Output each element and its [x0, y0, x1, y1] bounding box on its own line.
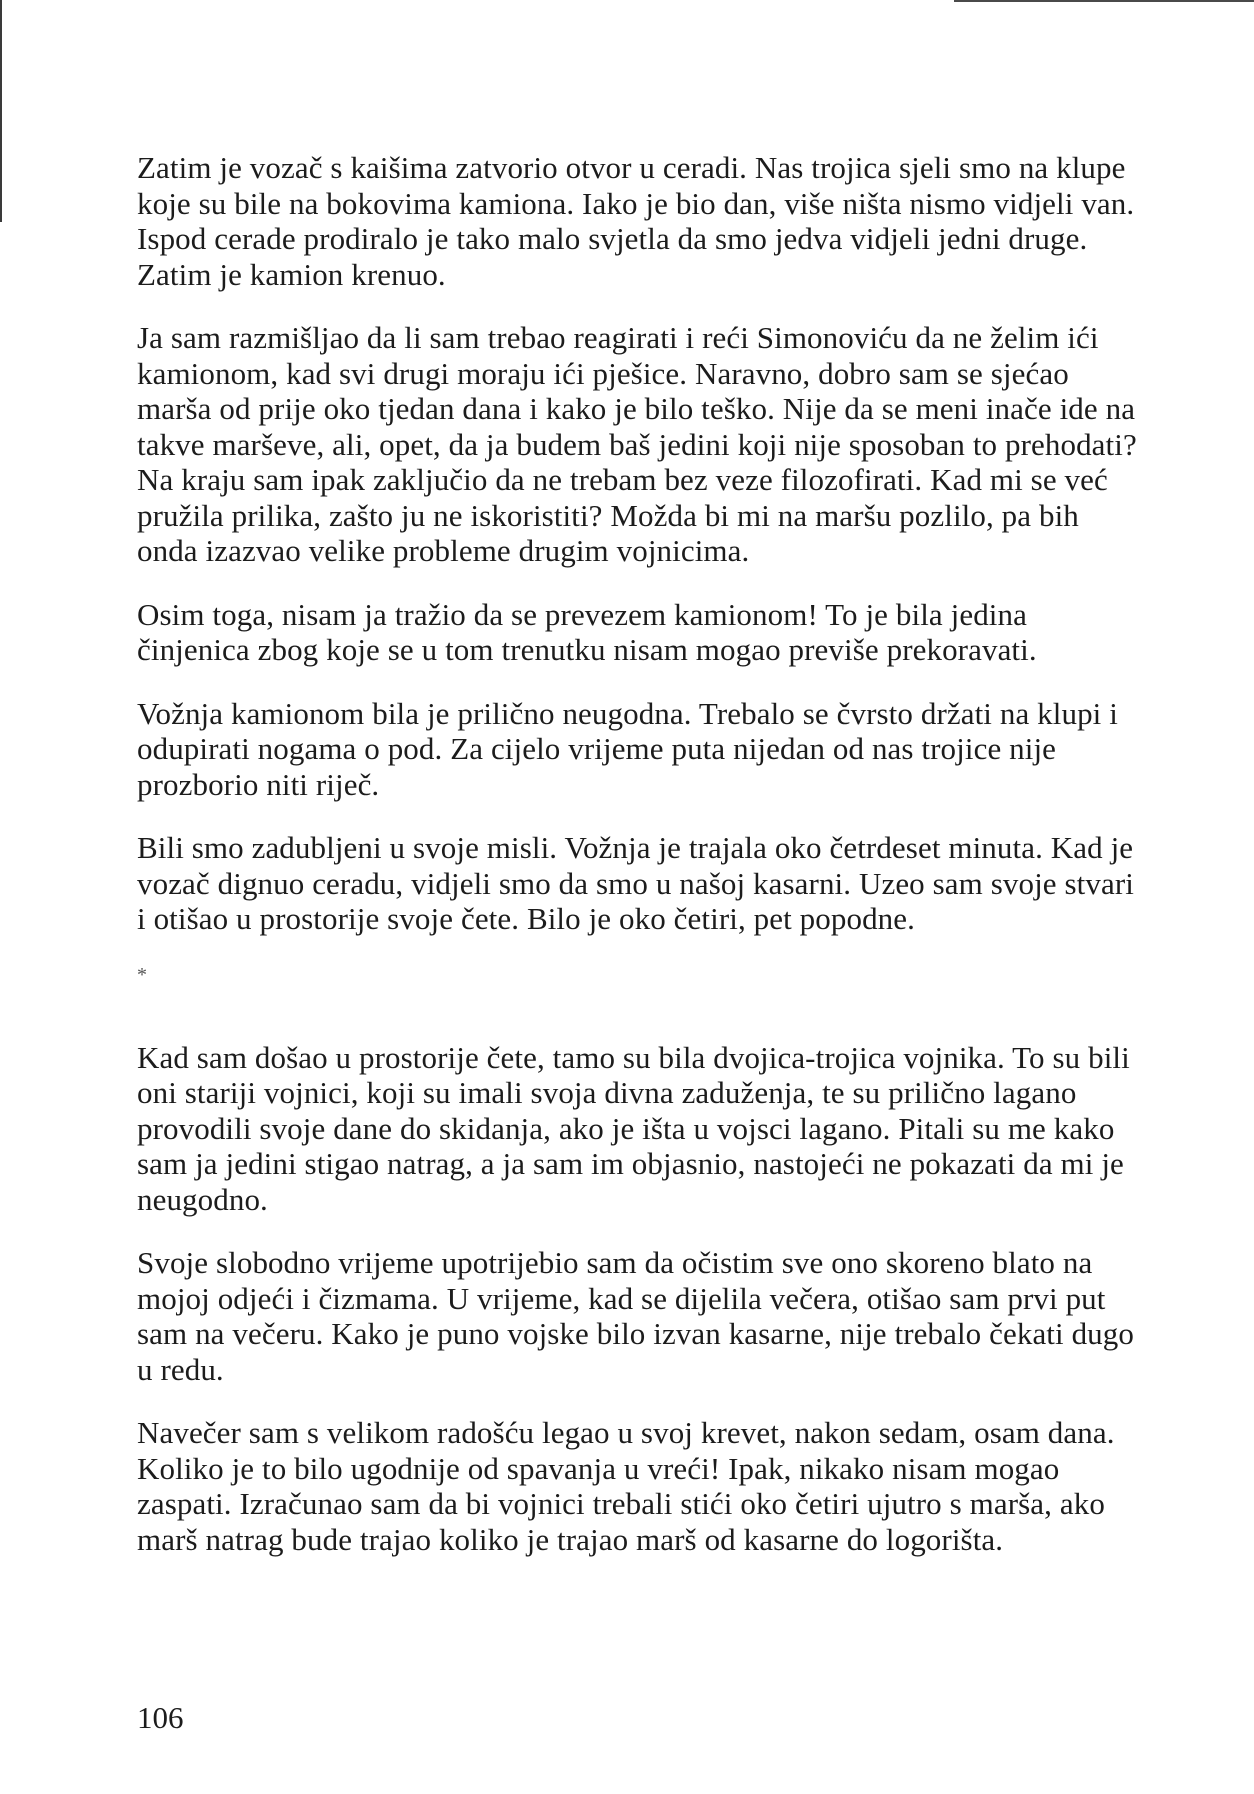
paragraph: Osim toga, nisam ja tražio da se prevezem kamionom! To je bila jedina činjenica zbog koje se u tom trenutku nisam mogao previše prekoravati. — [137, 596, 1037, 667]
paragraph: Vožnja kamionom bila je prilično neugodna. Trebalo se čvrsto držati na klupi i odupirati nogama o pod. Za cijelo vrijeme puta nijedan od nas trojice nije prozborio niti riječ. — [137, 695, 1118, 802]
paragraph: Ja sam razmišljao da li sam trebao reagirati i reći Simonoviću da ne želim ići kamionom, kad svi drugi moraju ići pješice. Naravno, dobro sam se sjećao marša od prije oko tjedan dana i kako je bilo teško. Nije da se meni inače ide na takve marševe, ali, opet, da ja budem baš jedini koji nije sposoban to prehodati? Na kraju sam ipak zaključio da ne trebam bez veze filozofirati. Kad mi se već pružila prilika, zašto ju ne iskoristiti? Možda bi mi na maršu pozlilo, pa bih onda izazvao velike probleme drugim vojnicima. — [137, 320, 1137, 568]
paragraph: Svoje slobodno vrijeme upotrijebio sam da očistim sve ono skoreno blato na mojoj odjeći i čizmama. U vrijeme, kad se dijelila večera, otišao sam prvi put sam na večeru. Kako je puno vojske bilo izvan kasarne, nije trebalo čekati dugo u redu. — [137, 1245, 1134, 1387]
scan-edge-top — [954, 0, 1254, 2]
page-body — [137, 150, 1137, 1585]
paragraph: Kad sam došao u prostorije čete, tamo su bila dvojica-trojica vojnika. To su bili oni stariji vojnici, koji su imali svoja divna zaduženja, te su prilično lagano provodili svoje dane do skidanja, ako je išta u vojsci lagano. Pitali su me kako sam ja jedini stigao natrag, a ja sam im objasnio, nastojeći ne pokazati da mi je neugodno. — [137, 1039, 1130, 1217]
section-separator: * — [137, 963, 147, 986]
paragraph: Bili smo zadubljeni u svoje misli. Vožnja je trajala oko četrdeset minuta. Kad je vozač dignuo ceradu, vidjeli smo da smo u našoj kasarni. Uzeo sam svoje stvari i otišao u prostorije svoje čete. Bilo je oko četiri, pet popodne. — [137, 830, 1134, 936]
paragraph: Navečer sam s velikom radošću legao u svoj krevet, nakon sedam, osam dana. Koliko je to bilo ugodnije od spavanja u vreći! Ipak, nikako nisam mogao zaspati. Izračunao sam da bi vojnici trebali stići oko četiri ujutro s marša, ako marš natrag bude trajao koliko je trajao marš od kasarne do logorišta. — [137, 1415, 1115, 1557]
page-number: 106 — [137, 1700, 184, 1735]
paragraph: Zatim je vozač s kaišima zatvorio otvor u ceradi. Nas trojica sjeli smo na klupe koje su bile na bokovima kamiona. Iako je bio dan, više ništa nismo vidjeli van. Ispod cerade prodiralo je tako malo svjetla da smo jedva vidjeli jedni druge. Zatim je kamion krenuo. — [137, 150, 1135, 292]
scan-edge-left — [0, 0, 2, 222]
